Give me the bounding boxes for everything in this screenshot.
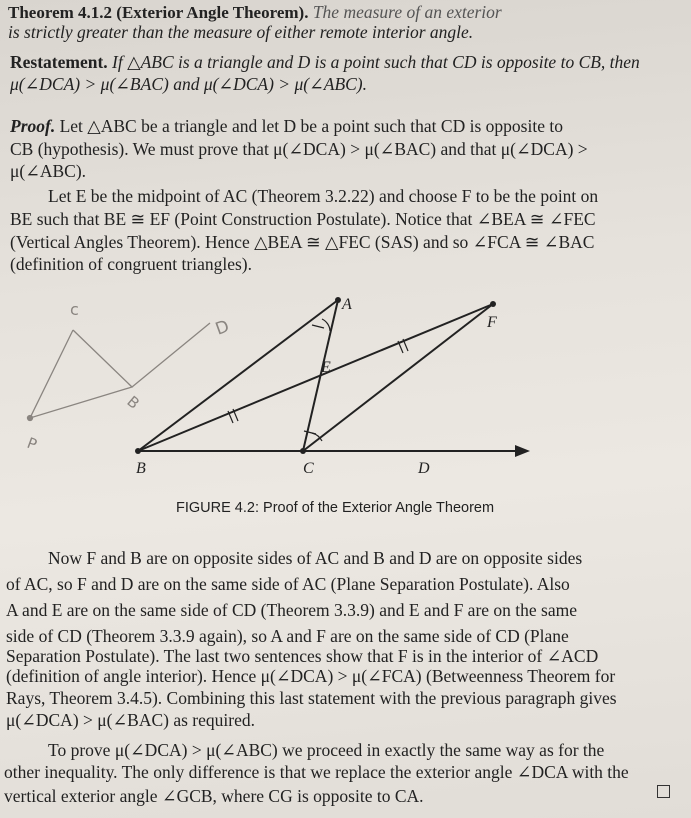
para3-line-7: Rays, Theorem 3.4.5). Combining this last statement with the previous paragraph gives [6, 688, 617, 708]
para2-line-2: BE such that BE ≅ EF (Point Construction Postulate). Notice that ∠BEA ≅ ∠FEC [10, 209, 596, 229]
point-b [135, 448, 141, 454]
para2-line-1: Let E be the midpoint of AC (Theorem 3.2.22) and choose F to be the point on [48, 186, 599, 206]
pencil-point [28, 416, 33, 421]
tick-ae [312, 325, 324, 328]
figure-caption: FIGURE 4.2: Proof of the Exterior Angle Theorem [176, 500, 495, 516]
pencil-label-p: P [24, 433, 40, 454]
label-f: F [487, 314, 497, 331]
theorem-heading-tail: The measure of an exterior [312, 2, 502, 22]
para3-line-1: Now F and B are on opposite sides of AC and B and D are on opposite sides [48, 548, 583, 568]
pencil-label-d: D [212, 316, 233, 340]
angle-arc-a [322, 319, 330, 331]
label-a: A [342, 296, 352, 313]
proof-line-3: μ(∠ABC). [10, 161, 87, 181]
theorem-heading: Theorem 4.1.2 (Exterior Angle Theorem). [8, 3, 309, 22]
proof-label: Proof. [10, 116, 56, 136]
pencil-triangle [30, 330, 132, 418]
para3-line-8: μ(∠DCA) > μ(∠BAC) as required. [6, 710, 255, 730]
para4-line-1: To prove μ(∠DCA) > μ(∠ABC) we proceed in exactly the same way as for the [48, 740, 605, 760]
pencil-label-c: c [70, 300, 79, 319]
qed-box-icon [657, 785, 670, 798]
label-b: B [136, 460, 146, 477]
label-c: C [303, 460, 314, 477]
label-e: E [321, 359, 331, 376]
proof-line-2: CB (hypothesis). We must prove that μ(∠DCA) > μ(∠BAC) and that μ(∠DCA) > [10, 139, 588, 159]
restatement-text: If △ABC is a triangle and D is a point such that CD is opposite to CB, then [112, 52, 640, 72]
theorem-heading-line [8, 2, 502, 23]
para3-line-2: of AC, so F and D are on the same side of AC (Plane Separation Postulate). Also [6, 574, 570, 594]
pencil-label-b: B [123, 392, 143, 413]
exterior-angle-figure [0, 285, 691, 495]
para3-line-4: side of CD (Theorem 3.3.9 again), so A and F are on the same side of CD (Plane [6, 626, 569, 646]
para2-line-4: (definition of congruent triangles). [10, 254, 253, 274]
restatement-line-2: μ(∠DCA) > μ(∠BAC) and μ(∠DCA) > μ(∠ABC). [10, 74, 368, 94]
para4-line-3: vertical exterior angle ∠GCB, where CG is opposite to CA. [4, 786, 424, 806]
tick-marks [228, 319, 408, 441]
proof-line-1 [10, 116, 660, 136]
point-f [490, 301, 496, 307]
para3-line-6: (definition of angle interior). Hence μ(∠DCA) > μ(∠FCA) (Betweenness Theorem for [6, 666, 616, 686]
label-d: D [418, 460, 430, 477]
para4-line-2: other inequality. The only difference is that we replace the exterior angle ∠DCA with the [4, 762, 629, 782]
pencil-sketch [28, 323, 211, 421]
proof-text-1: Let △ABC be a triangle and let D be a point such that CD is opposite to [59, 116, 563, 136]
restatement-line-1 [10, 52, 660, 72]
pencil-ray [132, 323, 210, 387]
para3-line-3: A and E are on the same side of CD (Theorem 3.3.9) and E and F are on the same [6, 600, 578, 620]
para3-line-5: Separation Postulate). The last two sentences show that F is in the interior of ∠ACD [6, 646, 599, 666]
theorem-statement: is strictly greater than the measure of either remote interior angle. [8, 22, 474, 42]
arrowhead-icon [515, 445, 530, 457]
restatement-label: Restatement. [10, 52, 108, 72]
point-a [335, 297, 341, 303]
para2-line-3: (Vertical Angles Theorem). Hence △BEA ≅ △FEC (SAS) and so ∠FCA ≅ ∠BAC [10, 232, 595, 252]
point-c [300, 448, 306, 454]
